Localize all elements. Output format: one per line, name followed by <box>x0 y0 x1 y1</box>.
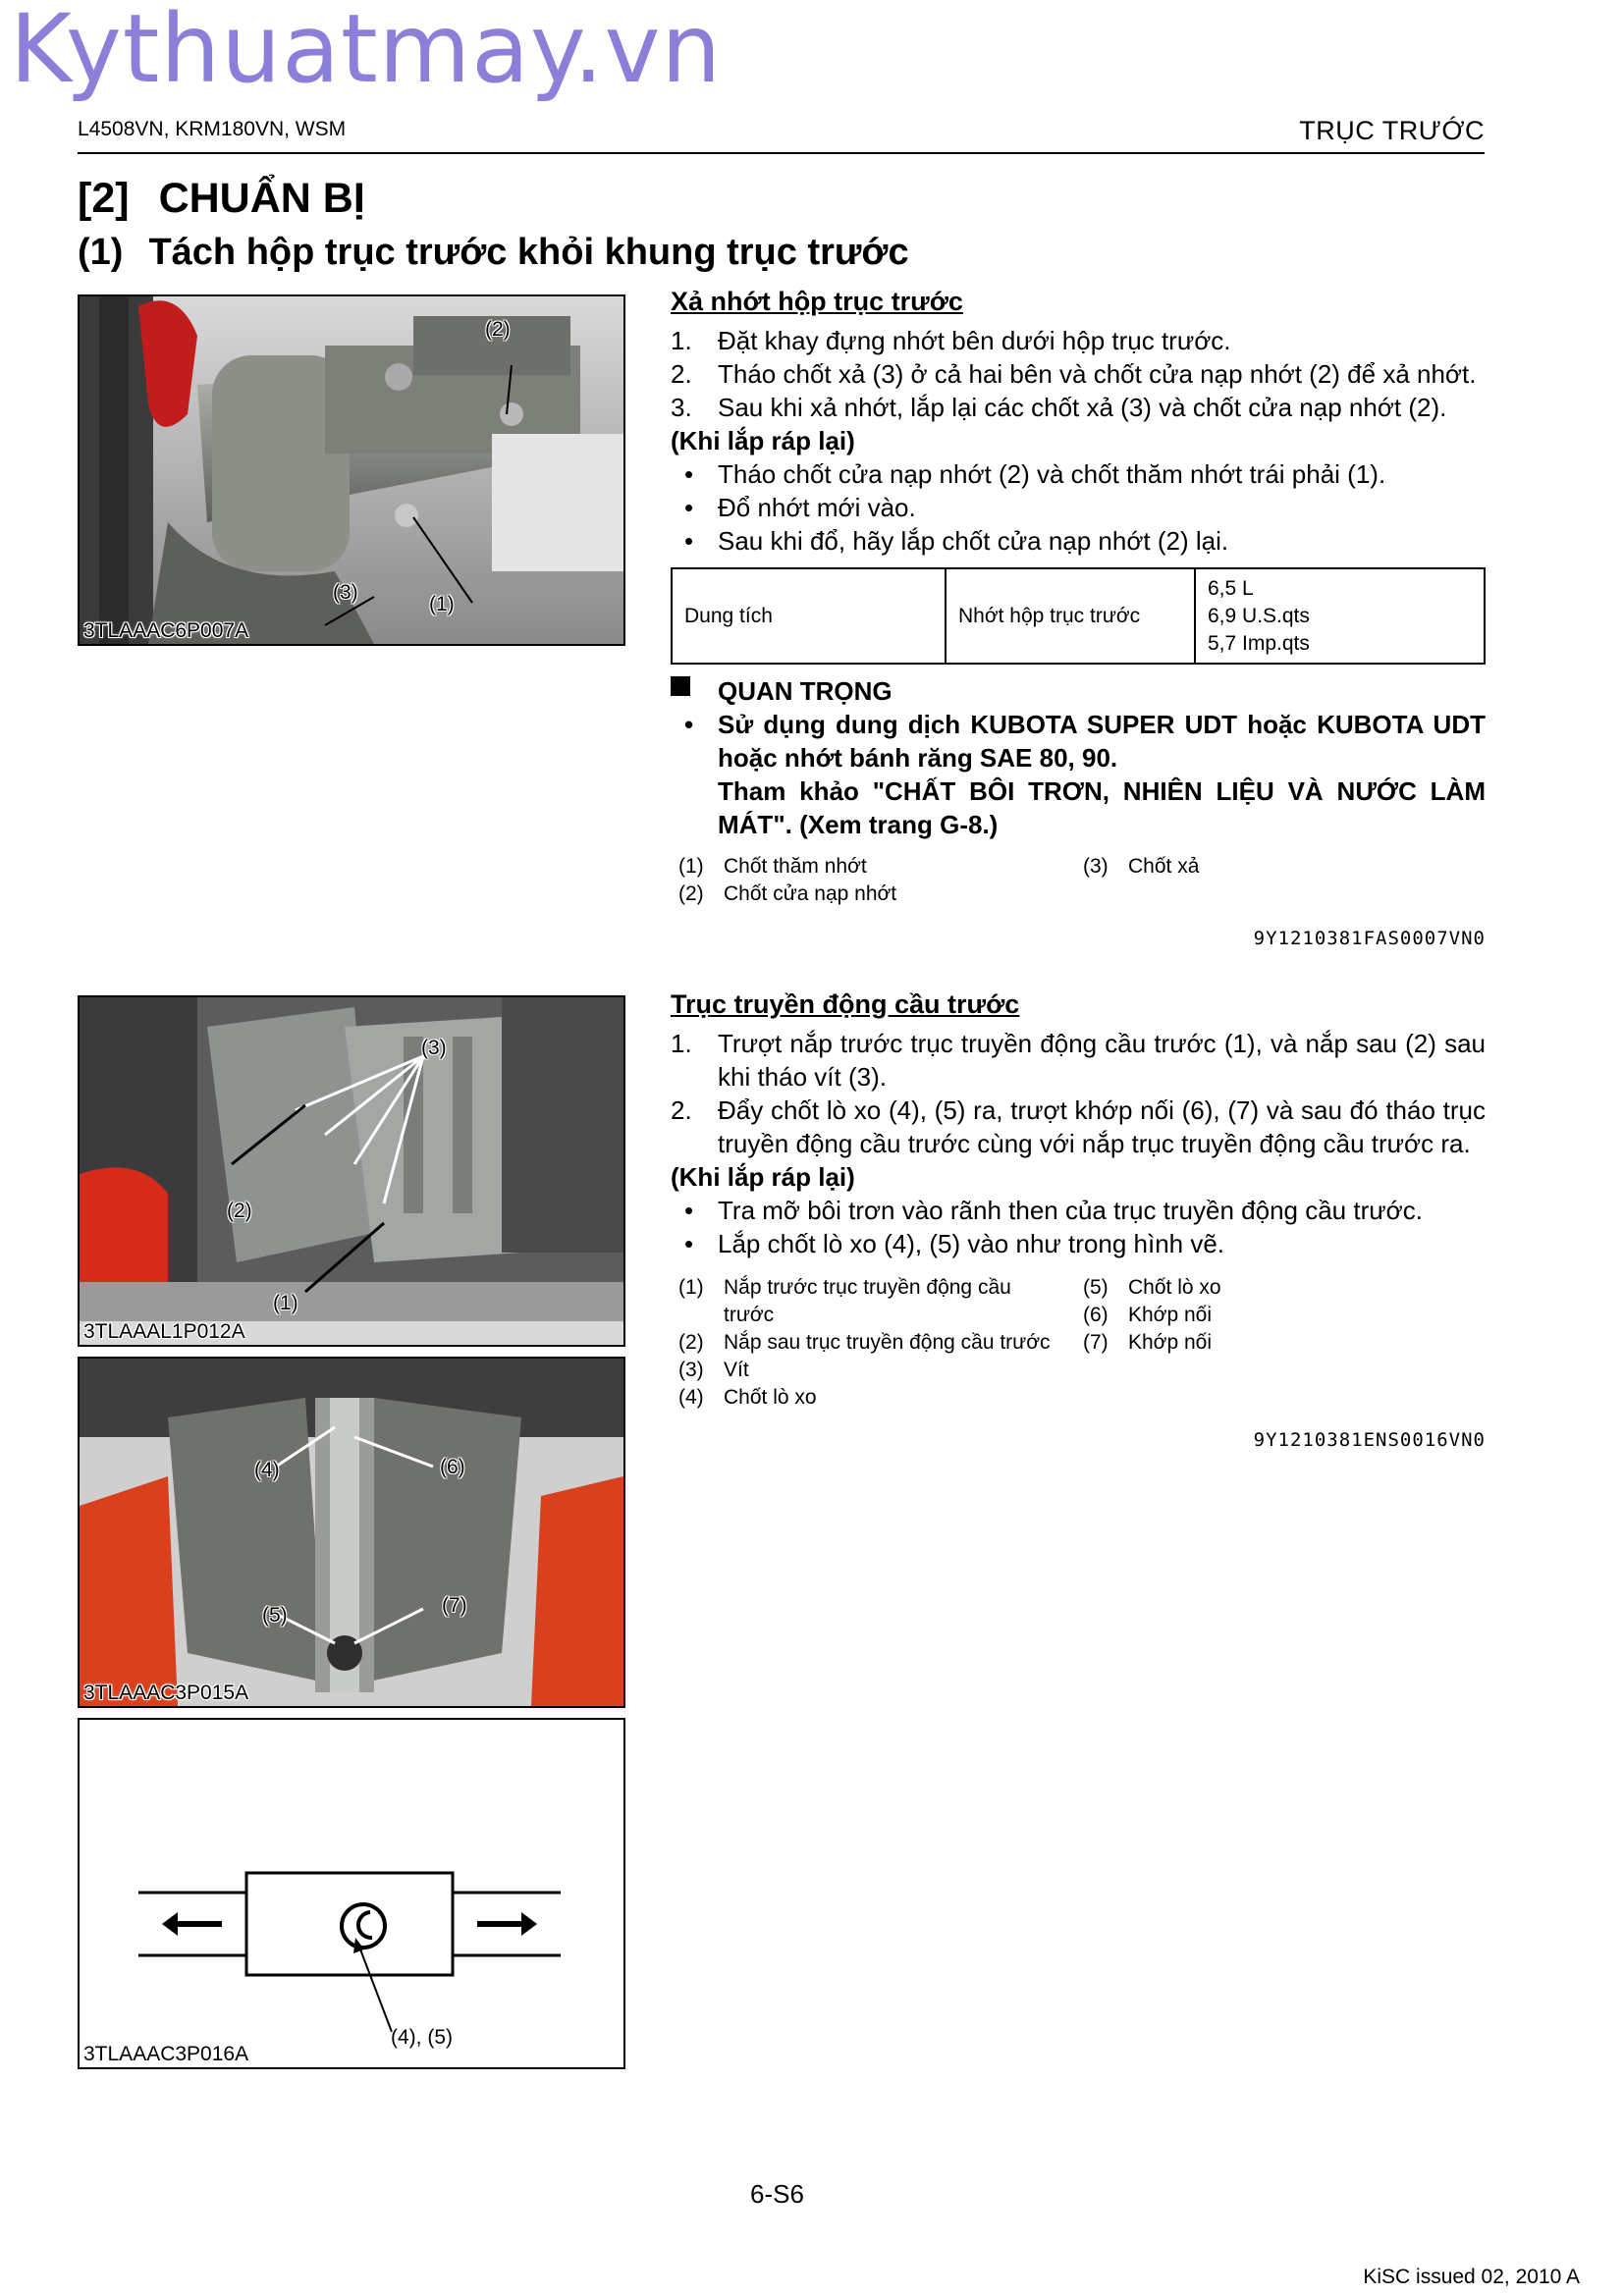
drain-oil-section <box>671 285 1486 955</box>
drain-oil-heading: Xả nhớt hộp trục trước <box>671 287 963 316</box>
callout-label-4: (4) <box>254 1459 280 1481</box>
list-item: 1. Trượt nắp trước trục truyền động cầu trước (1), và nắp sau (2) sau khi tháo vít (3). <box>671 1029 1486 1092</box>
figure-propeller-shaft-covers <box>78 995 625 1347</box>
important-title: QUAN TRỌNG <box>671 674 1486 708</box>
propeller-shaft-legend: (1) Nắp trước trục truyền động cầu (5) Chốt lò xo trước (6) Khớp nối (2) Nắp sau trục truyền động cầu trước (7) Khớp nối (3) Vít (4) Chốt lò xo <box>678 1276 1221 1409</box>
capacity-table <box>671 567 1486 665</box>
issue-info: KiSC issued 02, 2010 A <box>1363 2266 1580 2288</box>
figure-spring-pins-couplings <box>78 1357 625 1708</box>
page-number: 6-S6 <box>750 2179 804 2209</box>
capacity-item: Nhớt hộp trục trước <box>946 568 1195 664</box>
list-item: 1. Đặt khay đựng nhớt bên dưới hộp trục trước. <box>671 326 1231 355</box>
callout-label-1: (1) <box>429 593 455 615</box>
callout-label-7: (7) <box>442 1594 467 1617</box>
spring-pins-couplings-photo <box>80 1359 623 1706</box>
callout-label-3: (3) <box>421 1037 447 1059</box>
reassembly-heading: (Khi lắp ráp lại) <box>671 1162 855 1192</box>
callout-label-6: (6) <box>440 1456 465 1478</box>
subsection-title <box>78 232 909 274</box>
reassembly-heading: (Khi lắp ráp lại) <box>671 426 855 455</box>
list-item: 2. Đẩy chốt lò xo (4), (5) ra, trượt khớp nối (6), (7) và sau đó tháo trục truyền động cầu trước cùng với nắp trục truyền động cầu trước ra. <box>671 1095 1486 1158</box>
figure-front-axle-case <box>78 294 625 646</box>
list-item: • Tra mỡ bôi trơn vào rãnh then của trục truyền động cầu trước. <box>684 1196 1423 1225</box>
shaft-cover-box <box>246 1873 453 1975</box>
capacity-values: 6,5 L 6,9 U.S.qts 5,7 Imp.qts <box>1195 568 1485 664</box>
drain-oil-steps <box>671 324 1486 424</box>
header-divider <box>78 152 1485 154</box>
list-item: • Sau khi đổ, hãy lắp chốt cửa nạp nhớt (2) lại. <box>684 526 1229 556</box>
list-item: 2. Tháo chốt xả (3) ở cả hai bên và chốt cửa nạp nhớt (2) để xả nhớt. <box>671 359 1477 389</box>
subsection-number: (1) <box>78 232 124 273</box>
propeller-shaft-steps <box>671 1027 1486 1160</box>
chapter-title: TRỤC TRƯỚC <box>1299 116 1485 145</box>
callout-label-2: (2) <box>485 318 511 341</box>
propeller-shaft-section <box>671 988 1486 1457</box>
callout-label-4-5: (4), (5) <box>391 2026 453 2049</box>
list-item: • Đổ nhớt mới vào. <box>684 493 916 522</box>
watermark-logo: Kythuatmay.vn <box>10 0 723 104</box>
drain-oil-legend: (1) Chốt thăm nhớt (3) Chốt xả (2) Chốt cửa nạp nhớt <box>678 855 1200 905</box>
list-item: 3. Sau khi xả nhớt, lắp lại các chốt xả (3) và chốt cửa nạp nhớt (2). <box>671 393 1447 422</box>
important-notes <box>671 708 1486 841</box>
manual-code: L4508VN, KRM180VN, WSM <box>78 118 347 140</box>
figure-code: 3TLAAAL1P012A <box>83 1320 245 1343</box>
reassembly-bullets <box>671 1194 1486 1260</box>
section-name: CHUẨN BỊ <box>158 175 365 222</box>
list-item: • Sử dụng dung dịch KUBOTA SUPER UDT hoặc KUBOTA UDT hoặc nhớt bánh răng SAE 80, 90. Tham khảo "CHẤT BÔI TRƠN, NHIÊN LIỆU VÀ NƯỚC LÀM MÁT". (Xem trang G-8.) <box>684 710 1486 839</box>
section-number: [2] <box>78 175 130 222</box>
figure-code: 3TLAAAC6P007A <box>83 619 249 642</box>
figure-code: 3TLAAAC3P015A <box>83 1682 249 1704</box>
propeller-shaft-covers-photo <box>80 997 623 1345</box>
propeller-shaft-heading: Trục truyền động cầu trước <box>671 989 1020 1019</box>
list-item: • Tháo chốt cửa nạp nhớt (2) và chốt thăm nhớt trái phải (1). <box>684 459 1386 489</box>
document-code: 9Y1210381FAS0007VN0 <box>1253 928 1486 949</box>
square-bullet-icon <box>671 676 690 696</box>
section-title <box>78 175 365 223</box>
document-code: 9Y1210381ENS0016VN0 <box>1253 1429 1486 1451</box>
callout-label-3: (3) <box>333 581 358 604</box>
callout-label-5: (5) <box>262 1604 288 1627</box>
list-item: • Lắp chốt lò xo (4), (5) vào như trong hình vẽ. <box>684 1229 1225 1258</box>
subsection-name: Tách hộp trục trước khỏi khung trục trước <box>148 232 909 273</box>
reassembly-bullets <box>671 457 1486 558</box>
figure-spring-pin-diagram <box>78 1718 625 2069</box>
figure-code: 3TLAAAC3P016A <box>83 2043 249 2065</box>
callout-label-1: (1) <box>273 1292 298 1314</box>
capacity-label: Dung tích <box>672 568 946 664</box>
spring-pin-diagram <box>80 1720 623 2067</box>
callout-label-2: (2) <box>227 1200 252 1222</box>
